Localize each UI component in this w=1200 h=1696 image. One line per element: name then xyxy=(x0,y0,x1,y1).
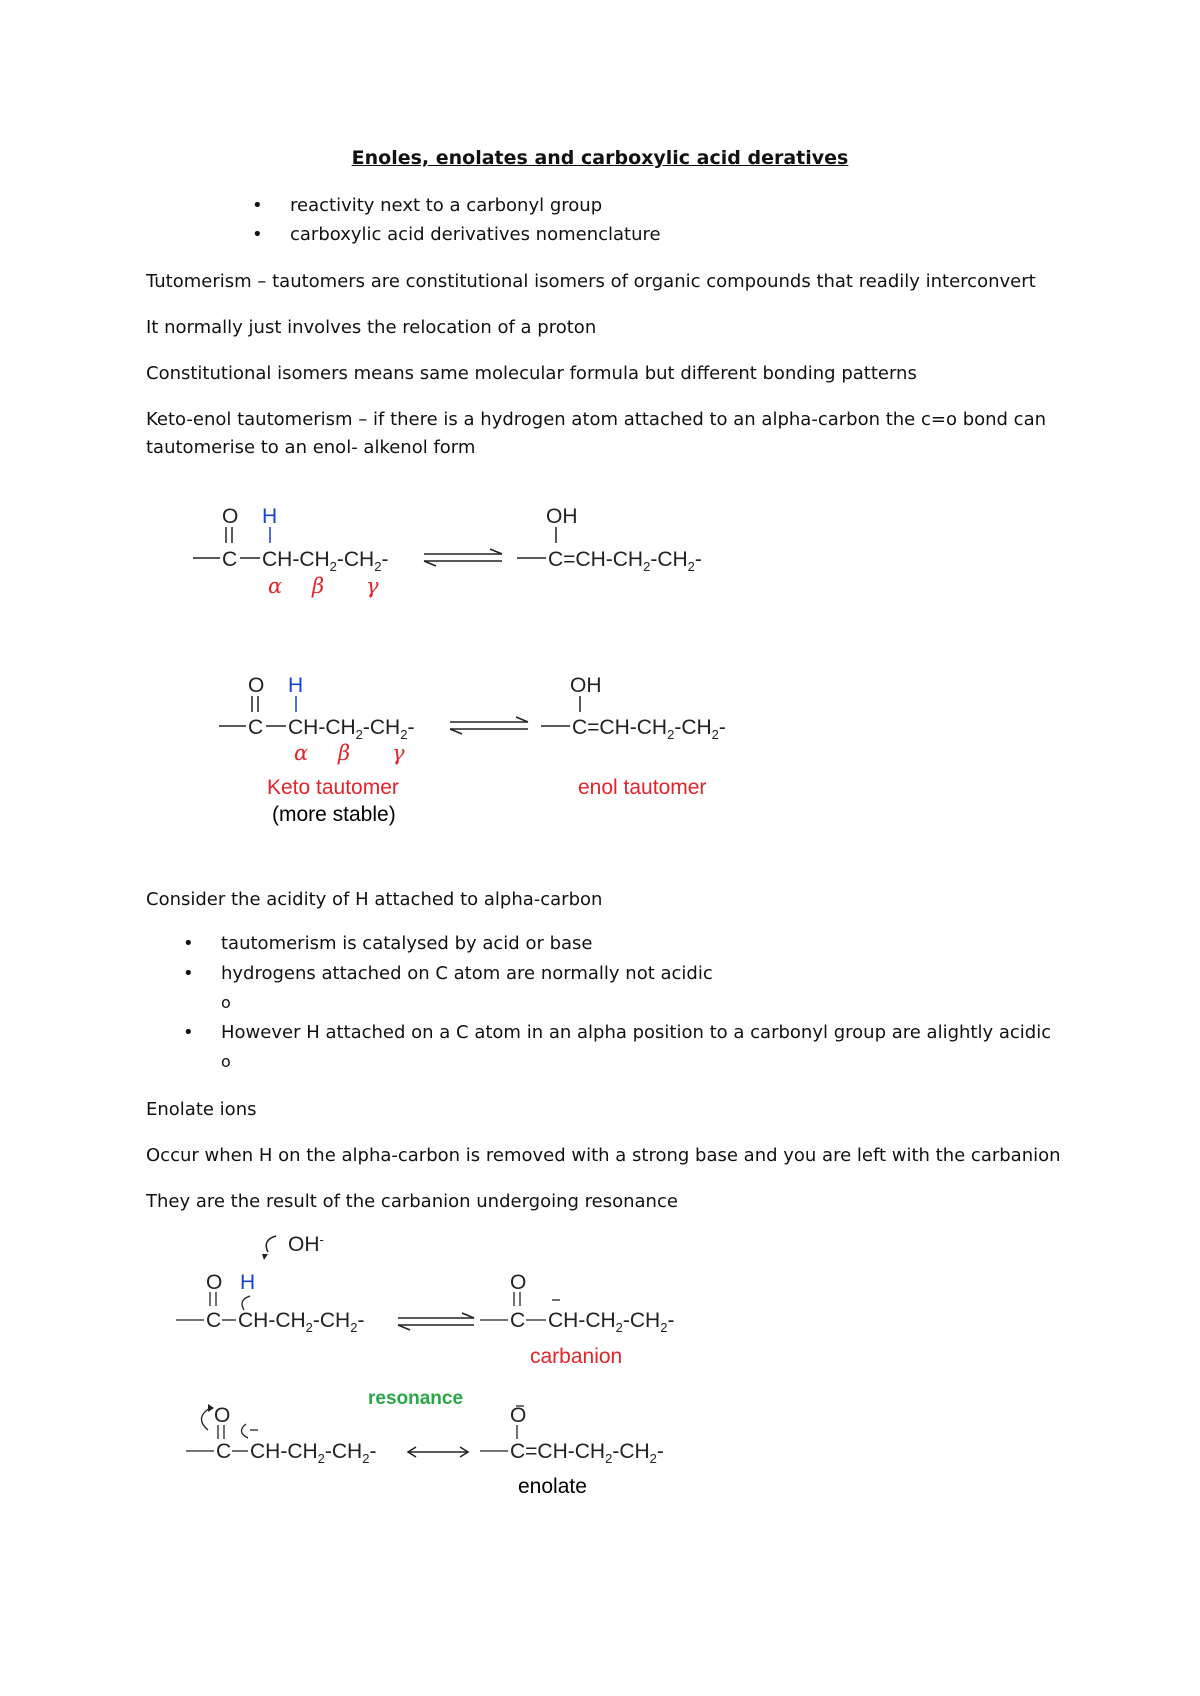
svg-text:OH: OH xyxy=(546,505,578,528)
paragraph-keto-enol-line2: tautomerise to an enol- alkenol form xyxy=(146,437,476,458)
enolate-label: enolate xyxy=(518,1475,587,1498)
svg-text:γ: γ xyxy=(392,741,405,765)
enol-tautomer-label: enol tautomer xyxy=(578,776,707,799)
svg-text:H: H xyxy=(240,1271,256,1294)
paragraph-tautomerism: Tutomerism – tautomers are constitutional isomers of organic compounds that readily interconvert xyxy=(146,271,1036,292)
svg-text:CH-CH2-CH2-: $CH-CH_2-CH_2-$ xyxy=(262,548,389,574)
svg-text:C: C xyxy=(206,1309,222,1332)
svg-text:H: H xyxy=(288,674,304,697)
svg-text:O: O xyxy=(510,1271,527,1294)
deprotonation-reaction xyxy=(176,1232,674,1368)
sub-bullet-marker: o xyxy=(221,993,231,1012)
svg-text:O: O xyxy=(206,1271,223,1294)
resonance-label: resonance xyxy=(368,1388,464,1409)
paragraph-keto-enol-line1: Keto-enol tautomerism – if there is a hydrogen atom attached to an alpha-carbon the c=o bond can xyxy=(146,409,1047,430)
page-title: Enoles, enolates and carboxylic acid deratives xyxy=(351,147,849,169)
svg-text:OH-: OH- xyxy=(288,1232,324,1256)
svg-text:C: C xyxy=(248,716,264,739)
carbanion-label: carbanion xyxy=(530,1345,623,1368)
svg-text:α: α xyxy=(294,741,309,765)
svg-text:O: O xyxy=(214,1404,231,1427)
paragraph-result: They are the result of the carbanion undergoing resonance xyxy=(146,1191,678,1212)
svg-text:O: O xyxy=(510,1404,527,1427)
svg-text:C=CH-CH2-CH2-: $C=CH-CH_2-CH_2-$ xyxy=(510,1440,664,1466)
svg-text:C: C xyxy=(510,1309,526,1332)
svg-text:O: O xyxy=(222,505,239,528)
svg-text:C=CH-CH2-CH2-: $C=CH-CH_2-CH_2-$ xyxy=(548,548,702,574)
svg-text:CH-CH2-CH2-: $CH-CH_2-CH_2-$ xyxy=(250,1440,377,1466)
svg-text:O: O xyxy=(248,674,265,697)
svg-text:OH: OH xyxy=(570,674,602,697)
svg-text:C: C xyxy=(216,1440,232,1463)
svg-text:CH-CH2-CH2-: $CH-CH_2-CH_2-$ xyxy=(288,716,415,742)
paragraph-enolate-ions: Enolate ions xyxy=(146,1099,257,1120)
svg-text:CH-CH2-CH2-: $CH-CH_2-CH_2-$ xyxy=(238,1309,365,1335)
keto-enol-reaction-2 xyxy=(219,674,726,826)
paragraph-acidity: Consider the acidity of H attached to alpha-carbon xyxy=(146,889,603,910)
keto-enol-reaction-1 xyxy=(193,505,702,598)
paragraph-proton: It normally just involves the relocation of a proton xyxy=(146,317,597,338)
svg-text:C: C xyxy=(222,548,238,571)
svg-text:C=CH-CH2-CH2-: $C=CH-CH_2-CH_2-$ xyxy=(572,716,726,742)
paragraph-constitutional: Constitutional isomers means same molecular formula but different bonding patterns xyxy=(146,363,917,384)
resonance-reaction xyxy=(186,1388,664,1498)
paragraph-occur: Occur when H on the alpha-carbon is removed with a strong base and you are left with the carbanion xyxy=(146,1145,1061,1166)
keto-tautomer-label: Keto tautomer xyxy=(267,776,399,799)
svg-text:β: β xyxy=(338,741,351,765)
svg-text:CH-CH2-CH2-: $CH-CH_2-CH_2-$ xyxy=(548,1309,675,1335)
sub-bullet-marker: o xyxy=(221,1052,231,1071)
svg-text:H: H xyxy=(262,505,278,528)
svg-text:α: α xyxy=(268,574,283,598)
svg-text:γ: γ xyxy=(366,574,379,598)
svg-text:β: β xyxy=(312,574,325,598)
more-stable-label: (more stable) xyxy=(272,803,396,826)
